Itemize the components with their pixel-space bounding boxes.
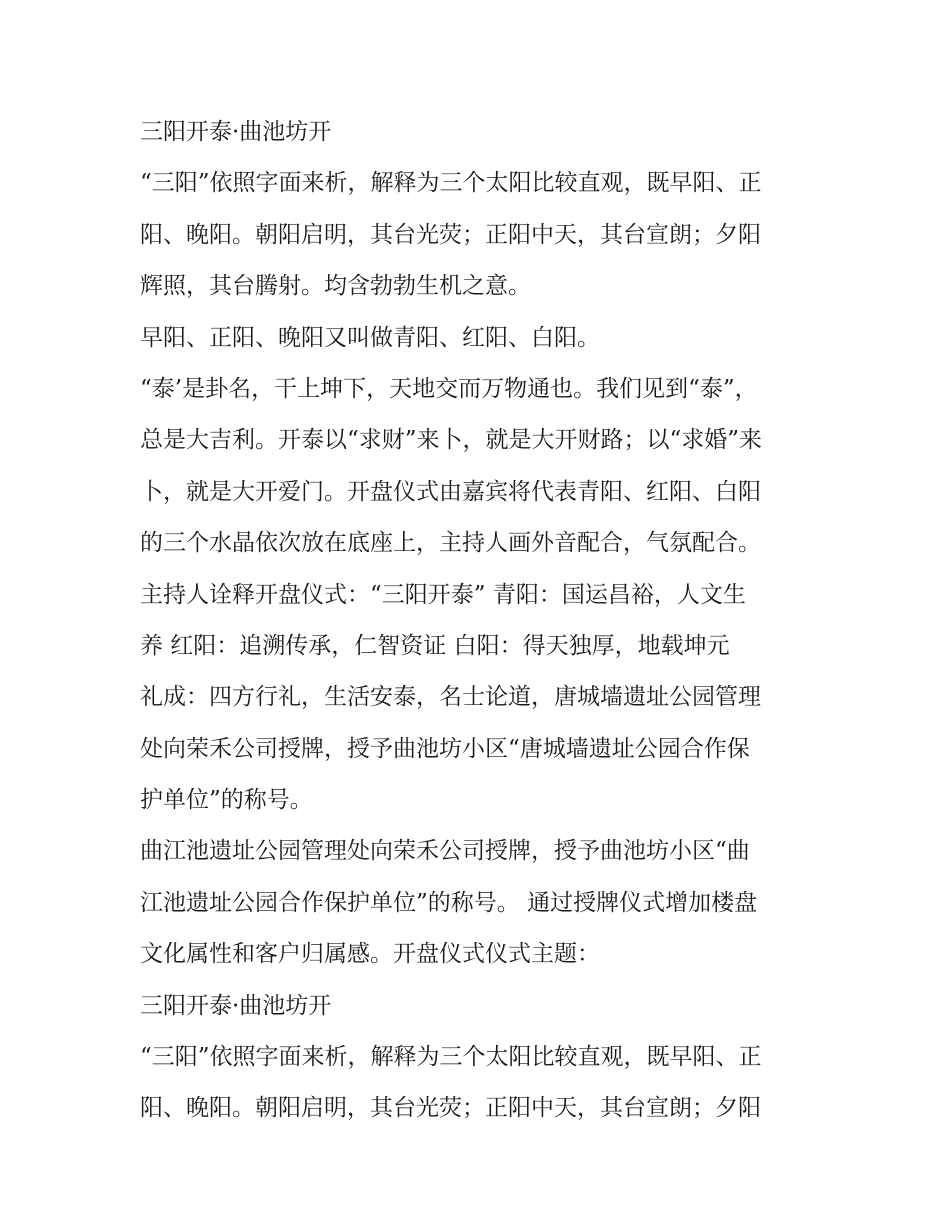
text-line: 阳、晚阳。朝阳启明，其台光荧；正阳中天，其台宣朗；夕阳 bbox=[140, 221, 761, 248]
text-line: 阳、晚阳。朝阳启明，其台光荧；正阳中天，其台宣朗；夕阳 bbox=[140, 1095, 761, 1122]
text-line: 礼成：四方行礼，生活安泰，名士论道，唐城墙遗址公园管理 bbox=[140, 684, 761, 711]
text-line: 江池遗址公园合作保护单位”的称号。 通过授牌仪式增加楼盘 bbox=[140, 889, 758, 916]
text-line: 早阳、正阳、晚阳又叫做青阳、红阳、白阳。 bbox=[140, 324, 600, 351]
text-line: “三阳”依照字面来析，解释为三个太阳比较直观，既早阳、正 bbox=[140, 170, 762, 197]
text-line: 护单位”的称号。 bbox=[140, 787, 313, 814]
text-line: 主持人诠释开盘仪式：“三阳开泰” 青阳：国运昌裕，人文生 bbox=[140, 581, 746, 608]
document-body bbox=[140, 107, 815, 1135]
text-line: 辉照，其台腾射。均含勃勃生机之意。 bbox=[140, 273, 531, 300]
text-line: 处向荣禾公司授牌，授予曲池坊小区“唐城墙遗址公园合作保 bbox=[140, 735, 750, 762]
text-line: 的三个水晶依次放在底座上，主持人画外音配合，气氛配合。 bbox=[140, 530, 761, 557]
text-line: 养 红阳：追溯传承，仁智资证 白阳：得天独厚，地载坤元 bbox=[140, 632, 730, 659]
text-line: 总是大吉利。开泰以“求财”来卜，就是大开财路；以“求婚”来 bbox=[140, 427, 763, 454]
text-line: “泰’是卦名，干上坤下，天地交而万物通也。我们见到“泰”， bbox=[140, 375, 758, 402]
text-line: “三阳”依照字面来析，解释为三个太阳比较直观，既早阳、正 bbox=[140, 1044, 762, 1071]
heading-line: 三阳开泰·曲池坊开 bbox=[140, 119, 332, 145]
text-line: 曲江池遗址公园管理处向荣禾公司授牌，授予曲池坊小区“曲 bbox=[140, 838, 750, 865]
text-line: 文化属性和客户归属感。开盘仪式仪式主题： bbox=[140, 941, 600, 968]
heading-line: 三阳开泰·曲池坊开 bbox=[140, 992, 332, 1019]
text-line: 卜，就是大开爱门。开盘仪式由嘉宾将代表青阳、红阳、白阳 bbox=[140, 478, 761, 505]
